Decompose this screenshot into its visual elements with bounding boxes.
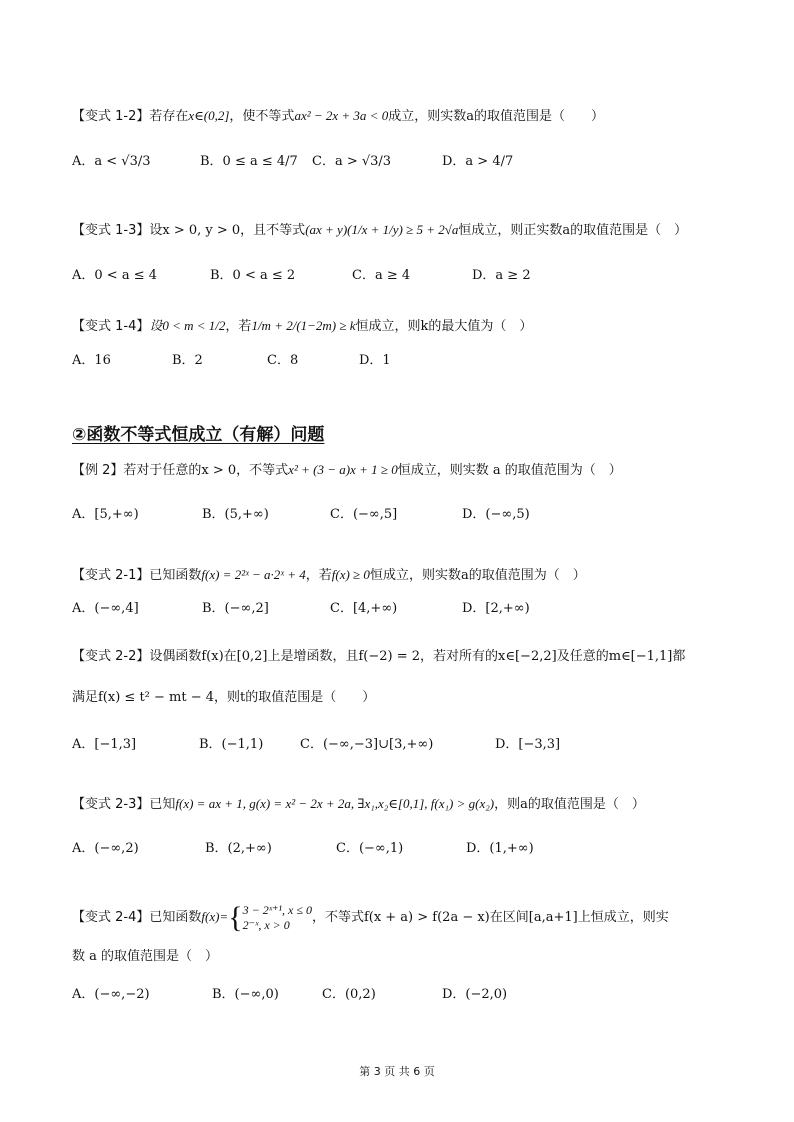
option-d: D．a > 4/7: [442, 154, 514, 169]
problem-tag: 【变式 2-1】: [72, 568, 150, 583]
option-a: A．16: [72, 353, 111, 368]
page-footer: 第 3 页 共 6 页: [359, 1065, 435, 1078]
option-b: B．(2,+∞): [205, 841, 272, 856]
option-b: B．(−∞,2]: [202, 601, 269, 616]
option-c: C．(−∞,5]: [330, 507, 398, 522]
option-c: C．8: [267, 353, 299, 368]
option-d: D．a ≥ 2: [472, 268, 531, 283]
piecewise-function: f(x)={ 3 − 2ˣ⁺¹, x ≤ 0 2⁻ˣ, x > 0: [201, 901, 312, 935]
case-2: 2⁻ˣ, x > 0: [242, 918, 290, 933]
option-a: A．(−∞,4]: [72, 601, 139, 616]
text: 数 a 的取值范围是（ ）: [72, 949, 219, 964]
option-b: B．(−1,1): [199, 737, 264, 752]
functions: f(x) = ax + 1, g(x) = x² − 2x + 2a, ∃x₁,x₂∈[0,1], f(x₁) > g(x₂): [175, 796, 495, 811]
text: 满足f(x) ≤ t² − mt − 4，则t的取值范围是（ ）: [72, 690, 376, 705]
option-c: C．a ≥ 4: [352, 268, 411, 283]
option-d: D．(1,+∞): [466, 841, 534, 856]
condition: 设0 < m < 1/2: [149, 318, 226, 333]
text: 恒成立，则实数 a 的取值范围为（ ）: [397, 463, 622, 478]
option-b: B．2: [172, 353, 203, 368]
text: 已知: [149, 797, 176, 812]
option-b: B．(5,+∞): [202, 507, 269, 522]
option-d: D．1: [359, 353, 391, 368]
problem-2-1: [72, 565, 734, 586]
text: 若存在: [149, 109, 189, 124]
option-a: A．(−∞,−2): [72, 987, 150, 1002]
condition: x∈(0,2]: [188, 108, 230, 123]
problem-2-2-line2: [72, 688, 734, 708]
problem-2-2: [72, 647, 734, 667]
option-b: B．0 ≤ a ≤ 4/7: [200, 154, 298, 169]
problem-2-4: [72, 900, 734, 935]
option-d: D．[−3,3]: [495, 737, 561, 752]
text: 设x > 0, y > 0，且不等式: [149, 223, 306, 238]
text: 恒成立，则k的最大值为（ ）: [355, 319, 533, 334]
inequality: x² + (3 − a)x + 1 ≥ 0: [288, 462, 398, 477]
text: 已知函数: [149, 910, 202, 925]
problem-2-3: [72, 794, 734, 815]
problem-tag: 【变式 2-3】: [72, 797, 150, 812]
option-d: D．[2,+∞): [462, 601, 530, 616]
case-1: 3 − 2ˣ⁺¹, x ≤ 0: [242, 903, 312, 918]
option-d: D．(−∞,5): [462, 507, 530, 522]
text: 若对于任意的x > 0，不等式: [123, 463, 289, 478]
option-c: C．(0,2): [322, 987, 376, 1002]
example-2: [72, 460, 734, 481]
option-c: C．a > √3/3: [312, 154, 392, 169]
problem-1-4: [72, 316, 734, 337]
text: 恒成立，则正实数a的取值范围是（ ）: [458, 223, 688, 238]
problem-tag: 【变式 1-3】: [72, 223, 150, 238]
text: ，不等式f(x + a) > f(2a − x)在区间[a,a+1]上恒成立，则实: [311, 910, 669, 925]
problem-tag: 【变式 1-4】: [72, 319, 150, 334]
problem-1-3: [72, 220, 734, 241]
text: ，若: [305, 568, 332, 583]
option-a: A．[5,+∞): [72, 507, 139, 522]
text: 恒成立，则实数a的取值范围为（ ）: [369, 568, 586, 583]
text: ，若: [225, 319, 252, 334]
condition: f(x) ≥ 0: [331, 567, 370, 582]
option-c: C．(−∞,1): [336, 841, 404, 856]
problem-tag: 【变式 2-4】: [72, 910, 150, 925]
inequality: ax² − 2x + 3a < 0: [294, 108, 389, 123]
option-a: A．(−∞,2): [72, 841, 139, 856]
problem-2-4-line2: [72, 947, 734, 967]
text: ，使不等式: [229, 109, 295, 124]
inequality: 1/m + 2/(1−2m) ≥ k: [251, 318, 356, 333]
option-b: B．(−∞,0): [212, 987, 279, 1002]
problem-1-2: [72, 106, 734, 127]
problem-tag: 【例 2】: [72, 463, 124, 478]
option-c: C．(−∞,−3]∪[3,+∞): [300, 737, 434, 752]
option-d: D．(−2,0): [442, 987, 508, 1002]
option-a: A．0 < a ≤ 4: [72, 268, 157, 283]
problem-tag: 【变式 2-2】: [72, 649, 150, 664]
text: 设偶函数f(x)在[0,2]上是增函数，且f(−2) = 2，若对所有的x∈[−2,2]及任意的m∈[−1,1]都: [149, 649, 686, 664]
option-a: A．a < √3/3: [72, 154, 151, 169]
inequality: (ax + y)(1/x + 1/y) ≥ 5 + 2√a: [305, 222, 459, 237]
text: 已知函数: [149, 568, 202, 583]
problem-tag: 【变式 1-2】: [72, 109, 150, 124]
option-b: B．0 < a ≤ 2: [210, 268, 296, 283]
option-a: A．[−1,3]: [72, 737, 137, 752]
section-title: ②函数不等式恒成立（有解）问题: [72, 425, 325, 445]
option-c: C．[4,+∞): [330, 601, 398, 616]
function: f(x) = 2²ˣ − a·2ˣ + 4: [201, 567, 306, 582]
text: 成立，则实数a的取值范围是（ ）: [388, 109, 604, 124]
text: ，则a的取值范围是（ ）: [494, 797, 645, 812]
